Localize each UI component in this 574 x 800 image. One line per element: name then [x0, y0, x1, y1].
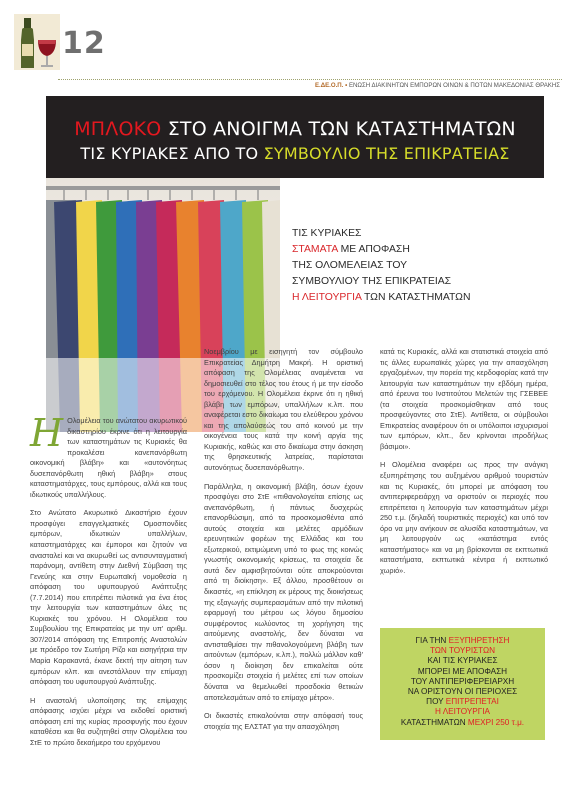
highlight-line: ΤΟΥ ΑΝΤΙΠΕΡΙΦΕΡΕΙΑΡΧΗ [410, 676, 515, 686]
body-column-2 [204, 347, 363, 740]
pull-quote-red-2: Η ΛΕΙΤΟΥΡΓΙΑ [292, 292, 362, 303]
highlight-line: ΤΩΝ ΤΟΥΡΙΣΤΩΝ [429, 646, 496, 656]
highlight-line [380, 697, 545, 707]
page-number: 12 [62, 26, 106, 61]
body-paragraph: Νοεμβρίου με εισηγητή τον σύμβουλο Επικρατείας Δημήτρη Μακρή. Η οριστική απόφαση της Ολομέλειας αναμένεται να δημοσιευθεί στο τέλος του έτους ή με την είσοδο του ερχόμενου. Η Ολομέλεια έκρινε ότι η ηθική βλάβη των εμπόρων, υπαλλήλων κ.λπ. που αναφέρεται εστο δικαίωμα του ελεύθερου χρόνου και της απολαύσεώς του από κοινού με την οικογένεια τους κατά την κοινή αργία της Κυριακής, καθώς και στο δικαίωμα στην άσκηση της θρησκευτικής λατρείας, παρίσταται αυτονόητως δυσεπανόρθωτη». [204, 347, 363, 473]
body-paragraph: κατά τις Κυριακές, αλλά και στατιστικά στοιχεία από τις άλλες ευρωπαϊκές χώρες για την απασχόληση εργαζομένων, την πορεία της κερδοφορίας κατά την λειτουργία των καταστημάτων την εβδόμη ημέρα, από έρευνα του Ινστιτούτου Μελετών της ΓΣΕΒΕΕ (τα στοιχεία προσκομίσθηκαν από τους προσφεύγοντες στο ΣτΕ). Αντίθετα, οι σύμβουλοι Επικρατείας αναφέρουν ότι οι υπόλοιποι ισχυρισμοί των εμπόρων, κλπ., δεν κρίνονται ιπροδήλως βάσιμοι». [380, 347, 548, 451]
body-column-3 [380, 347, 548, 584]
drop-cap: Η [30, 411, 64, 455]
highlight-text: ΠΟΥ [426, 697, 446, 707]
publisher-brand: Ε.ΔΕ.Ο.Π. [314, 82, 344, 89]
title-line-2 [46, 144, 544, 163]
body-paragraph [30, 411, 187, 500]
highlight-line [380, 636, 545, 646]
highlight-red-text: ΕΠΙΤΡΕΠΕΤΑΙ [445, 697, 499, 707]
publisher-name: ΕΝΩΣΗ ΔΙΑΚΙΝΗΤΩΝ ΕΜΠΟΡΩΝ ΟΙΝΩΝ & ΠΟΤΩΝ ΜΑΚΕΔΟΝΙΑΣ ΘΡΑΚΗΣ [348, 82, 560, 89]
body-paragraph: Στο Ανώτατο Ακυρωτικό Δικαστήριο έχουν προσφύγει επαγγελματικές Ομοσπονδίες εμπόρων, ιδιωτικών υπαλλήλων, καταστηματάρχες και έμποροι και ζητούν να ανασταλεί και να ακυρωθεί ως αντισυνταγματική παράνομη, αντίθετη στην Διεθνή Σύμβαση της Γενεύης και στην Ευρωπαϊκή νομοθεσία η απόφαση του υφυπουργού Ανάπτυξης (7.7.2014) που επιτρέπει πιλοτικά για ένα έτος την λειτουργία των καταστημάτων όλες τις Κυριακές του χρόνου. Η Ολομέλεια του Συμβουλίου της Επικρατείας με την υπ' αριθμ. 307/2014 απόφαση της Επιτροπής Αναστολών με πρόεδρο τον Σωτήρη Ρίζο και εισηγήτρια την Μαρία Καρακαντά, έκανε δεκτή την αίτηση των εμπόρων κλπ. και ανεστάλλουν την επίμαχη απόφαση του υφυπουργού Ανάπτυξης. [30, 508, 187, 687]
highlight-text: ΓΙΑ ΤΗΝ [415, 636, 449, 645]
highlight-line [380, 718, 545, 728]
highlight-line: ΝΑ ΟΡΙΣΤΟΥΝ ΟΙ ΠΕΡΙΟΧΕΣ [407, 687, 518, 697]
title-line-1-rest: ΣΤΟ ΑΝΟΙΓΜΑ ΤΩΝ ΚΑΤΑΣΤΗΜΑΤΩΝ [161, 118, 516, 140]
highlight-red-text: ΜΕΧΡΙ 250 τ.μ. [467, 717, 525, 727]
highlight-line: Η ΛΕΙΤΟΥΡΓΙΑ [434, 707, 491, 717]
title-red-word: ΜΠΛΟΚΟ [74, 118, 162, 140]
pull-quote-line-5 [292, 290, 470, 306]
wine-bottle-glass-icon [14, 14, 60, 70]
pull-quote-line-2-rest: ΜΕ ΑΠΟΦΑΣΗ [337, 244, 410, 255]
body-paragraph: Η Ολομέλεια αναφέρει ως προς την ανάγκη εξυπηρέτησης του αυξημένου αριθμού τουριστών και τις Κυριακές, ότι μπορεί με απόφαση του αντιπεριφερειάρχη να οριστούν οι περιοχές που επιτρέπεται η λειτουργία των καταστημάτων μέχρι 250 τ.μ. (δηλαδή τουριστικές περιοχές) και υπό τον όρο να μην ανήκουν σε αλυσίδα καταστημάτων, να μη λειτουργούν ως «κατάστημα εντός καταστήματος» και να μη βρίσκονται σε εκπτωτικά καταστήματα, εκπτωτικά κέντρα ή εκπτωτικό χωριό». [380, 460, 548, 575]
highlight-box [380, 628, 545, 740]
pull-quote-line-1: ΤΙΣ ΚΥΡΙΑΚΕΣ [292, 228, 362, 239]
pull-quote-line-4: ΣΥΜΒΟΥΛΙΟΥ ΤΗΣ ΕΠΙΚΡΑΤΕΙΑΣ [292, 276, 452, 287]
article-title-box [46, 96, 544, 178]
pull-quote-line-2 [292, 242, 470, 258]
highlight-line: ΜΠΟΡΕΙ ΜΕ ΑΠΟΦΑΣΗ [417, 666, 508, 676]
publisher-line [315, 82, 560, 89]
title-line-1 [46, 118, 544, 140]
highlight-line: ΚΑΙ ΤΙΣ ΚΥΡΙΑΚΕΣ [427, 656, 498, 666]
pull-quote [292, 226, 470, 306]
pull-quote-red-1: ΣΤΑΜΑΤΑ [292, 244, 338, 255]
title-yellow-phrase: ΣΥΜΒΟΥΛΙΟ ΤΗΣ ΕΠΙΚΡΑΤΕΙΑΣ [263, 144, 510, 163]
pull-quote-line-5-rest: ΤΩΝ ΚΑΤΑΣΤΗΜΑΤΩΝ [361, 292, 471, 303]
pull-quote-line-3: ΤΗΣ ΟΛΟΜΕΛΕΙΑΣ ΤΟΥ [292, 260, 408, 271]
body-paragraph: Οι δικαστές επικαλούνται στην απόφασή τους στοιχεία της ΕΛΣΤΑΤ για την απασχόληση [204, 711, 363, 731]
body-paragraph: Η αναστολή υλοποίησης της επίμαχης απόφασης ισχύει μέχρι να εκδοθεί οριστική απόφαση επί της κυρίας προσφυγής που έχουν καταθέσει και θα συζητηθεί στην Ολομέλεια του ΣτΕ το πρώτο δεκαήμερο του ερχόμενου [30, 695, 187, 747]
publisher-bullet: • [345, 82, 348, 89]
header-rule [58, 79, 562, 80]
paragraph-text: Ολομέλεια του ανώτατου ακυρωτικού δικαστηρίου έκρινε ότι η λειτουργία των καταστημάτων τις Κυριακές θα προκαλέσει κανεπανόρθωτη οικονομική βλάβη» και «αυτονόητως δυσεπανόρθωτη ηθική βλάβη» στους καταστηματάρχες, τους εμπόρους, αλλά και τους ιδιωτικούς υπαλλήλους. [30, 416, 187, 499]
title-line-2-start: ΤΙΣ ΚΥΡΙΑΚΕΣ ΑΠΟ ΤΟ [80, 144, 264, 163]
body-column-1 [30, 411, 187, 756]
body-paragraph: Παράλληλα, η οικονομική βλάβη, όσων έχουν προσφύγει στο ΣτΕ «πιθανολογείται επίσης ως ανεπανόρθωτη, ή πάντως δυσχερώς επανορθώσιμη, από τα προσκομισθέντα από αυτούς στοιχεία και μελέτες αρμόδιων ερευνητικών φορέων της Ελλάδας και του εξωτερικού, εκτιμώμενη υπό το φως της κοινώς γνωστής οικονομικής κρίσεως, τα στοιχεία δε αυτά δεν αμφισβητούνται ούτε αποκρούονται από τη διοίκηση». Εξ άλλου, προσθέτουν οι δικαστές, «η επίκληση εκ μέρους της διοικήσεως της εξαγωγής συμπερασμάτων από την πιλοτική εφαρμογή του μέτρου ως λόγου δημοσίου συμφέροντος κωλύοντος τη χορήγηση της αιτούμενης αναστολής, δεν δύναται να αντισταθμίσει την πιθανολογούμενη βλάβη των αιτούντων (εμπόρων, κ.λπ.), πολλώ μάλλον καθ' όσον η διοίκηση δεν επικαλείται ούτε προσκομίζει στοιχεία ή μελέτες επί των οποίων δύναται να θεμελιωθεί προσδοκία θετικών αποτελεσμάτων από το επίμαχο μέτρο». [204, 481, 363, 702]
highlight-text: ΚΑΤΑΣΤΗΜΑΤΩΝ [400, 717, 468, 727]
highlight-red-text: ΕΞΥΠΗΡΕΤΗΣΗ [448, 636, 510, 645]
